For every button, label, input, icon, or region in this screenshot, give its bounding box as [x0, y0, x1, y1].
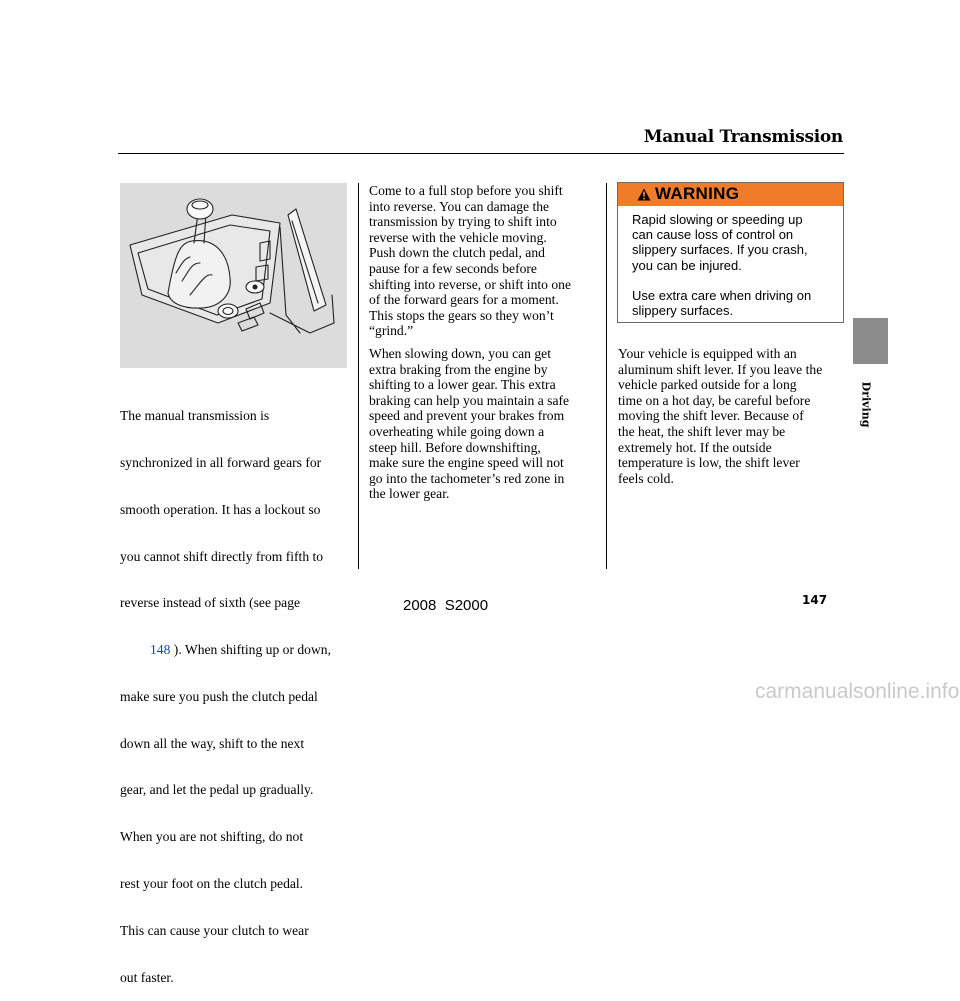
warning-header: [618, 183, 843, 206]
section-tab: [853, 318, 888, 364]
left-line: smooth operation. It has a lockout so: [120, 501, 321, 517]
left-line: The manual transmission is: [120, 408, 270, 424]
left-line: rest your foot on the clutch pedal.: [120, 876, 304, 891]
section-label-text: Driving: [859, 381, 873, 428]
left-line: down all the way, shift to the next: [120, 735, 305, 751]
left-line: out faster.: [120, 969, 174, 985]
header-rule: [118, 153, 844, 154]
left-line: gear, and let the pedal up gradually.: [120, 782, 314, 798]
left-line: When you are not shifting, do not: [120, 829, 304, 845]
warning-box: [617, 182, 844, 323]
middle-paragraph-1: Come to a full stop before you shift into reverse. You can damage the transmission by trying to shift into reverse with the vehicle moving. Push down the clutch pedal, and pause for a few seconds before shifting into reverse, or shift into one of the forward gears for a moment. This stops the gears so they won’t “grind.”: [369, 183, 571, 339]
column-divider-left: [358, 183, 359, 569]
left-column-text: [120, 377, 331, 1001]
warning-label: WARNING: [655, 184, 740, 203]
section-label: [860, 381, 876, 431]
page-reference-link[interactable]: 148: [150, 642, 171, 658]
shift-lever-drawing: [120, 183, 347, 368]
left-line: you cannot shift directly from fifth to: [120, 548, 324, 564]
middle-paragraph-2: When slowing down, you can get extra braking from the engine by shifting to a lower gear. This extra braking can help you maintain a safe speed and prevent your brakes from overheating while going down a steep hill. Before downshifting, make sure the engine speed will not go into the tachometer’s red zone in the lower gear.: [369, 346, 570, 502]
watermark: carmanualsonline.info: [755, 680, 960, 703]
page-title: Manual Transmission: [643, 127, 843, 147]
left-line: This can cause your clutch to wear: [120, 922, 309, 938]
model-footer: 2008 S2000: [403, 597, 489, 614]
left-line-after-ref: ). When shifting up or down,: [170, 642, 331, 658]
left-line: reverse instead of sixth (see page: [120, 595, 301, 611]
warning-text-2: Use extra care when driving on slippery surfaces.: [632, 288, 812, 319]
left-line: synchronized in all forward gears for: [120, 454, 322, 470]
shift-lever-illustration: [120, 183, 347, 368]
left-line-with-ref: [120, 642, 331, 658]
column-divider-right: [606, 183, 607, 569]
page-number: 147: [802, 593, 828, 607]
left-line: make sure you push the clutch pedal: [120, 688, 318, 704]
warning-text-1: Rapid slowing or speeding up can cause loss of control on slippery surfaces. If you crash, you can be injured.: [632, 212, 808, 273]
right-paragraph: Your vehicle is equipped with an aluminum shift lever. If you leave the vehicle parked outside for a long time on a hot day, be careful before moving the shift lever. Because of the heat, the shift lever may be extremely hot. If the outside temperature is low, the shift lever feels cold.: [618, 346, 823, 486]
warning-triangle-icon: [637, 188, 651, 201]
